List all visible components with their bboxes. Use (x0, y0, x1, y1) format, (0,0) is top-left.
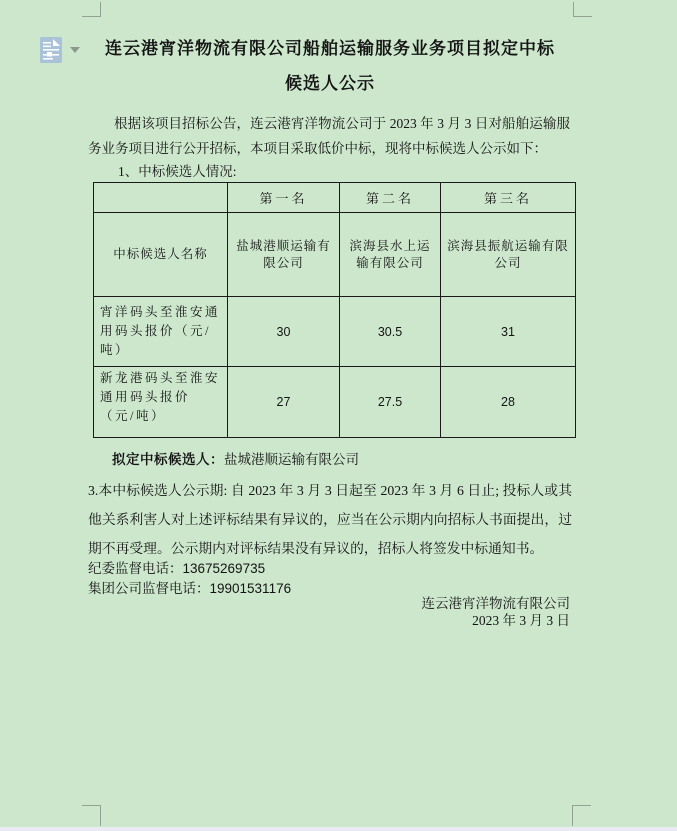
discipline-phone-line (88, 559, 570, 579)
publicity-period-paragraph: 3.本中标候选人公示期: 自 2023 年 3 月 3 日起至 2023 年 3 月 6 日止; 投标人或其他关系利害人对上述评标结果有异议的，应当在公示期内向招标人书面提出，过期不再受理。公示期内对评标结果没有异议的，招标人将签发中标通知书。 (88, 483, 572, 556)
price-xiaoyang-1: 30 (228, 297, 340, 367)
discipline-phone-number: 13675269735 (182, 561, 266, 576)
signature-date: 2023 年 3 月 3 日 (472, 613, 570, 628)
row-label-price-xinlonggang: 新龙港码头至淮安通用码头报价（元/吨） (94, 367, 228, 438)
list-item-1: 1、中标候选人情况: (118, 164, 237, 179)
group-phone-number: 19901531176 (209, 580, 292, 596)
price-xinlonggang-1: 27 (228, 367, 340, 438)
candidates-table (93, 182, 576, 438)
margin-mark-top-left (82, 2, 101, 17)
table-row (94, 367, 576, 438)
candidate-2-name: 滨海县水上运输有限公司 (340, 213, 441, 297)
candidate-1-name: 盐城港顺运输有限公司 (228, 213, 340, 297)
table-row (94, 213, 576, 297)
row-label-candidate-name: 中标候选人名称 (94, 213, 228, 297)
header-empty-cell (94, 183, 228, 213)
title-line-2: 候选人公示 (285, 74, 375, 93)
price-xinlonggang-3: 28 (441, 367, 576, 438)
title-line-1: 连云港宵洋物流有限公司船舶运输服务业务项目拟定中标 (105, 39, 555, 58)
table-row (94, 297, 576, 367)
price-xinlonggang-2: 27.5 (340, 367, 441, 438)
price-xiaoyang-2: 30.5 (340, 297, 441, 367)
supervision-phones (88, 559, 570, 598)
signature-company: 连云港宵洋物流有限公司 (421, 596, 570, 611)
row-label-price-xiaoyang: 宵洋码头至淮安通用码头报价（元/吨） (94, 297, 228, 367)
chevron-down-icon[interactable] (70, 47, 80, 53)
document-title (90, 31, 570, 101)
header-second-place: 第二名 (340, 183, 441, 213)
candidate-3-name: 滨海县振航运输有限公司 (441, 213, 576, 297)
header-third-place: 第三名 (441, 183, 576, 213)
margin-mark-bottom-left (82, 805, 101, 826)
signature-block (90, 595, 570, 629)
price-xiaoyang-3: 31 (441, 297, 576, 367)
paste-options-button[interactable] (40, 37, 84, 63)
proposed-winner-value: 盐城港顺运输有限公司 (224, 452, 359, 467)
header-first-place: 第一名 (228, 183, 340, 213)
intro-paragraph: 根据该项目招标公告，连云港宵洋物流公司于 2023 年 3 月 3 日对船舶运输服务业务项目进行公开招标，本项目采取低价中标，现将中标候选人公示如下： (88, 116, 570, 156)
proposed-winner-label: 拟定中标候选人： (112, 452, 224, 467)
page-bottom-edge (0, 827, 677, 831)
discipline-phone-label: 纪委监督电话： (88, 561, 183, 576)
proposed-winner-line (88, 448, 570, 468)
margin-mark-top-right (573, 2, 592, 17)
margin-mark-bottom-right (572, 805, 591, 826)
table-header-row (94, 183, 576, 213)
group-phone-label: 集团公司监督电话： (88, 580, 210, 596)
